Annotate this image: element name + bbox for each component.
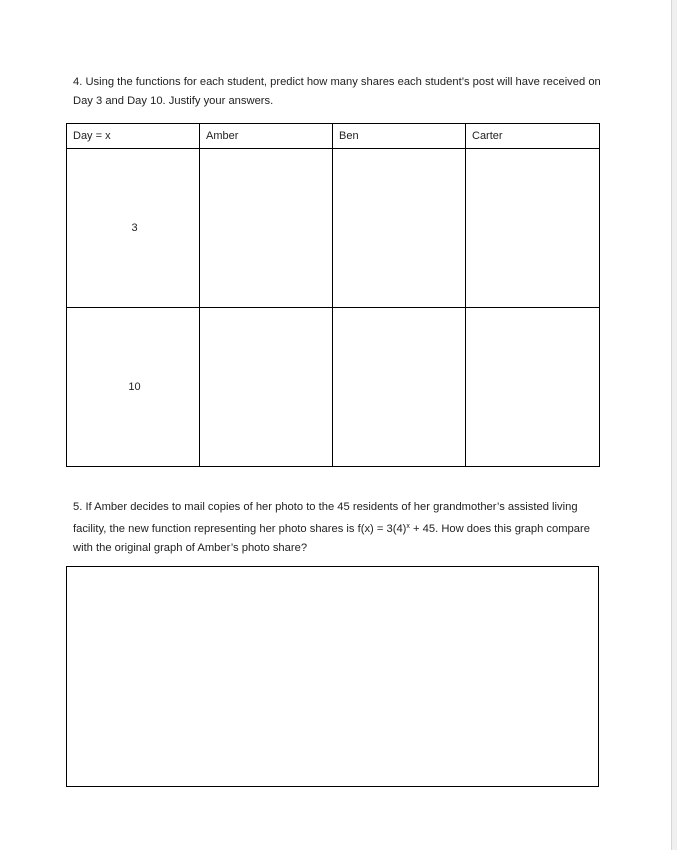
carter-answer-cell[interactable]	[466, 149, 600, 308]
prediction-table	[66, 123, 600, 467]
header-ben: Ben	[333, 124, 466, 149]
table-row	[67, 308, 600, 467]
ben-answer-cell[interactable]	[333, 308, 466, 467]
day-cell: 10	[67, 308, 200, 467]
exponent-superscript: x	[406, 523, 410, 530]
day-cell: 3	[67, 149, 200, 308]
amber-answer-cell[interactable]	[200, 308, 333, 467]
header-amber: Amber	[200, 124, 333, 149]
header-day: Day = x	[67, 124, 200, 149]
question-5-text-before: 5. If Amber decides to mail copies of her photo to the 45 residents of her grandmother’s assisted living facility, the new function representing her photo shares is f(x) = 3(4)	[73, 501, 578, 535]
header-carter: Carter	[466, 124, 600, 149]
question-5-text-after: + 45. How does this graph compare with the original graph of Amber’s photo share?	[73, 523, 590, 554]
carter-answer-cell[interactable]	[466, 308, 600, 467]
table-row	[67, 149, 600, 308]
amber-answer-cell[interactable]	[200, 149, 333, 308]
question-5-answer-box[interactable]	[66, 566, 599, 787]
ben-answer-cell[interactable]	[333, 149, 466, 308]
table-header-row	[67, 124, 600, 149]
question-5-text	[73, 498, 603, 558]
question-4-text: 4. Using the functions for each student, predict how many shares each student’s post will have received on Day 3 and Day 10. Justify your answers.	[73, 76, 601, 107]
